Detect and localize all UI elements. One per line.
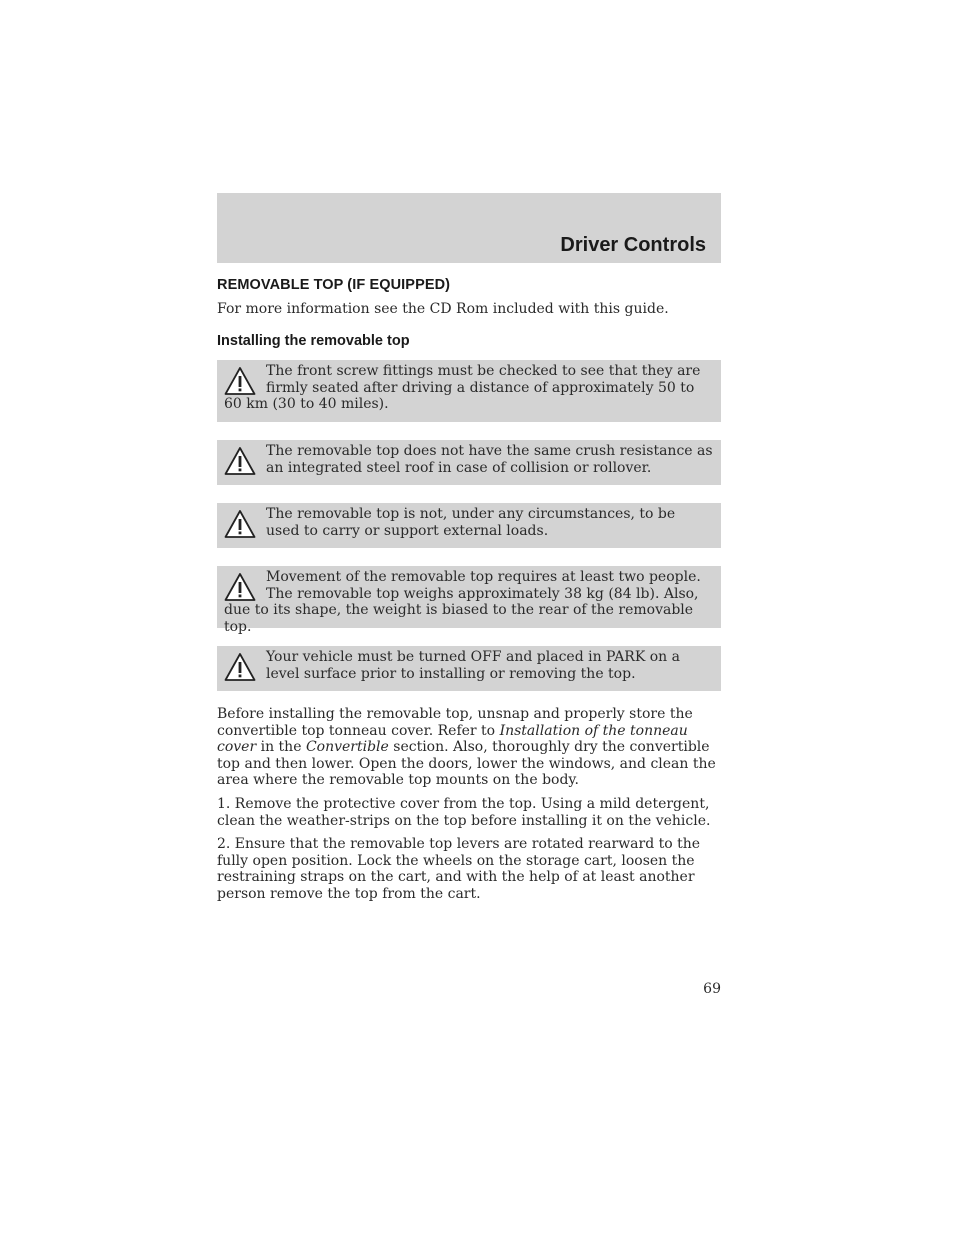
page-number: 69: [703, 981, 721, 997]
paragraph-text: section. Also, thoroughly dry the convertible top and then lower. Open the doors, lower the windows, and clean the area where the removable top mounts on the body.: [217, 739, 716, 788]
intro-text: For more information see the CD Rom included with this guide.: [217, 301, 669, 317]
step-2: 2. Ensure that the removable top levers are rotated rearward to the fully open position. Lock the wheels on the storage cart, loosen the restraining straps on the cart, and with the help of at least another person remove the top from the cart.: [217, 836, 701, 902]
section-header-band: [217, 193, 721, 263]
warning-text: Movement of the removable top requires at least two people. The removable top weighs approximately 38 kg (84 lb). Also, due to its shape, the weight is biased to the rear of the removable top.: [224, 569, 701, 635]
section-title: Driver Controls: [560, 234, 706, 256]
warning-box: [217, 440, 721, 485]
warning-triangle-icon: [224, 572, 256, 602]
warning-text: The front screw fittings must be checked to see that they are firmly seated after driving a distance of approximately 50 to 60 km (30 to 40 miles).: [224, 363, 701, 412]
warning-box: [217, 360, 721, 422]
warning-triangle-icon: [224, 446, 256, 476]
instruction-paragraph: [217, 706, 721, 789]
warning-triangle-icon: [224, 509, 256, 539]
warning-box: [217, 566, 721, 635]
page-heading: REMOVABLE TOP (IF EQUIPPED): [217, 277, 451, 293]
sub-heading: Installing the removable top: [217, 333, 410, 349]
step-1: 1. Remove the protective cover from the top. Using a mild detergent, clean the weather-strips on the top before installing it on the vehicle.: [217, 796, 711, 829]
warning-text: The removable top does not have the same crush resistance as an integrated steel roof in case of collision or rollover.: [266, 443, 713, 476]
warning-triangle-icon: [224, 366, 256, 396]
warning-triangle-icon: [224, 652, 256, 682]
paragraph-text: Before installing the removable top, unsnap and properly store the convertible top tonneau cover. Refer to: [217, 706, 693, 739]
paragraph-text: in the: [256, 739, 306, 755]
warning-text: The removable top is not, under any circumstances, to be used to carry or support external loads.: [266, 506, 676, 539]
reference-section-text: Convertible: [305, 739, 389, 755]
warning-box: [217, 646, 721, 691]
warning-text: Your vehicle must be turned OFF and placed in PARK on a level surface prior to installing or removing the top.: [266, 649, 680, 682]
reference-link-text: Installation of the tonneau cover: [217, 722, 688, 755]
warning-box: [217, 503, 721, 548]
